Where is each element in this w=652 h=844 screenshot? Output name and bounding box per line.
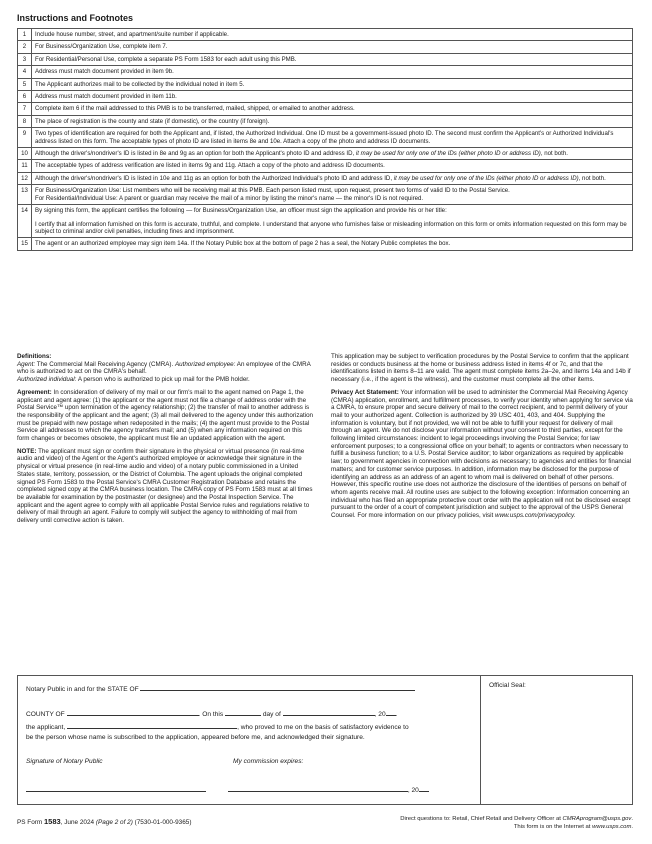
footnote-row bbox=[18, 103, 633, 115]
questions-end: . bbox=[631, 816, 633, 822]
footnote-text-main: Although the driver's/nondriver's ID is listed in 10e and 11g as an option for both the Authorized Individual's photo ID and address ID, bbox=[35, 174, 394, 182]
footnote-text bbox=[32, 185, 633, 205]
authorized-individual-text: A person who is authorized to pick up mail for the PMB holder. bbox=[76, 376, 250, 384]
page-info: (Page 2 of 2) bbox=[95, 819, 133, 826]
state-label: Notary Public in and for the STATE OF bbox=[26, 686, 139, 693]
footnote-row bbox=[18, 128, 633, 148]
footnote-text bbox=[32, 148, 633, 160]
footnote-text bbox=[32, 172, 633, 184]
notary-signature-line bbox=[26, 784, 429, 794]
commission-year-field[interactable] bbox=[419, 784, 429, 792]
footnote-number: 15 bbox=[18, 238, 32, 250]
footnote-row bbox=[18, 78, 633, 90]
footnote-number: 6 bbox=[18, 91, 32, 103]
applicant-name-field[interactable] bbox=[67, 721, 237, 729]
footnote-number: 13 bbox=[18, 185, 32, 205]
footnote-number: 2 bbox=[18, 41, 32, 53]
footnote-number: 12 bbox=[18, 172, 32, 184]
notary-applicant-line bbox=[26, 721, 409, 731]
footnote-text bbox=[32, 238, 633, 250]
form-id bbox=[17, 817, 191, 826]
notary-box bbox=[17, 675, 633, 805]
left-column bbox=[17, 353, 316, 530]
applicant-label: the applicant, bbox=[26, 724, 66, 731]
definitions-title: Definitions: bbox=[17, 353, 52, 360]
official-seal-label: Official Seal: bbox=[489, 682, 526, 689]
footnote-text bbox=[32, 53, 633, 65]
footnote-row bbox=[18, 41, 633, 53]
day-of-label: day of bbox=[262, 711, 281, 718]
note-label: NOTE: bbox=[17, 447, 37, 455]
who-proved-text: , who proved to me on the basis of satisfactory evidence to bbox=[237, 724, 409, 731]
footnote-text-main: For Business/Organization Use, complete item 7. bbox=[35, 43, 168, 51]
form-date: , June 2024 bbox=[60, 819, 96, 826]
footnote-text bbox=[32, 78, 633, 90]
agent-text: The Commercial Mail Receiving Agency (CMRA). bbox=[35, 360, 175, 368]
footnotes-table bbox=[17, 28, 633, 251]
footnote-text-main: Address must match document provided in item 9b. bbox=[35, 68, 174, 76]
footnote-text-main: Although the driver's/nondriver's ID is listed in 8e and 9g as an option for both the Applicant's photo ID and address ID, bbox=[35, 150, 356, 158]
footnote-number: 10 bbox=[18, 148, 32, 160]
questions-email[interactable]: CMRAprogram@usps.gov bbox=[562, 816, 632, 822]
footnote-text-main: The place of registration is the county and state (if domestic), or the country (if foreign). bbox=[35, 117, 270, 125]
notary-county-line bbox=[26, 708, 397, 718]
footnote-text-main: For Residential/Personal Use, complete a separate PS Form 1583 for each adult using this PMB. bbox=[35, 55, 297, 63]
day-number-field[interactable] bbox=[225, 708, 261, 716]
footnote-text bbox=[32, 91, 633, 103]
agent-label: Agent: bbox=[17, 360, 36, 368]
footnote-number: 5 bbox=[18, 78, 32, 90]
internet-end: . bbox=[631, 824, 633, 830]
notary-signature-label: Signature of Notary Public bbox=[26, 758, 103, 765]
footnote-text-tail: , not both. bbox=[540, 150, 568, 158]
footnote-row bbox=[18, 115, 633, 127]
footnote-number: 3 bbox=[18, 53, 32, 65]
internet-prefix: This form is on the Internet at bbox=[513, 824, 593, 830]
footnote-number: 11 bbox=[18, 160, 32, 172]
page-title: Instructions and Footnotes bbox=[17, 13, 133, 23]
notary-acknowledge-line: be the person whose name is subscribed to the application, appeared before me, and acknowledged their signature. bbox=[26, 734, 365, 741]
footnote-text-main: The agent or an authorized employee may sign item 14a. If the Notary Public box at the bottom of page 2 has a seal, the Notary Public completes the box. bbox=[35, 240, 451, 248]
authorized-employee-text: An employee of the CMRA who is authorized to act on the CMRA's behalf. bbox=[17, 360, 311, 376]
footnote-text-main: Include house number, street, and apartment/suite number if applicable. bbox=[35, 31, 229, 38]
month-field[interactable] bbox=[283, 708, 375, 716]
footnote-row bbox=[18, 238, 633, 250]
right-column bbox=[331, 353, 633, 525]
commission-expires-label: My commission expires: bbox=[233, 758, 304, 765]
footnote-text-secondary: I certify that all information furnished on this form is accurate, truthful, and complete. I understand that anyone who furnishes false or misleading information on this form or omits information requested on this form may be subject to criminal and/or civil penalties, including fines and imprisonment. bbox=[35, 220, 627, 235]
footnote-text-main: Complete item 6 if the mail addressed to this PMB is to be transferred, mailed, shipped, or emailed to another address. bbox=[35, 105, 355, 113]
footnote-row bbox=[18, 148, 633, 160]
footnote-row bbox=[18, 160, 633, 172]
footnote-number: 7 bbox=[18, 103, 32, 115]
footnote-row bbox=[18, 172, 633, 184]
instructions-section bbox=[17, 12, 633, 251]
commission-year-prefix: , 20 bbox=[407, 787, 419, 794]
verification-paragraph: This application may be subject to verification procedures by the Postal Service to confirm that the applicant resides or conducts business at the home or business address listed in items 4f or 7c, and that the identifications listed in items 8–11 are valid. The agent must complete items 2a–2e, and items 14a and 14b if necessary (i.e., if the agent is the witness), and the customer must complete all the other items. bbox=[331, 353, 631, 384]
footnote-text bbox=[32, 160, 633, 172]
footnote-text-main: For Business/Organization Use: List members who will be receiving mail at this PMB. Each person listed must, upon request, present two forms of valid ID to the Postal Service. bbox=[35, 187, 510, 195]
agreement-text: In consideration of delivery of my mail or our firm's mail to the agent named on Page 1, the applicant and agent agree: (1) the applicant or the agent must not file a change of address order with the Postal Service™ upon termination of the agency relationship; (2) the transfer of mail to another address is the responsibility of the applicant and the agent; (3) all mail delivered to the agency under this authorization must be prepaid with new postage when redeposited in the mails; (4) the agent must provide to the Postal Service all addresses to which the agency transfers mail; and (5) when any information required on this form changes or becomes obsolete, the applicant must file an updated application with the agent. bbox=[17, 388, 314, 443]
footnote-number: 4 bbox=[18, 66, 32, 78]
footnote-text bbox=[32, 128, 633, 148]
footnote-text bbox=[32, 103, 633, 115]
form-number: 1583 bbox=[44, 817, 61, 826]
notary-state-line bbox=[26, 683, 415, 693]
footnote-row bbox=[18, 29, 633, 41]
footnote-text-main: By signing this form, the applicant certifies the following — for Business/Organization Use, an officer must sign the application and provide his or her title: bbox=[35, 207, 447, 215]
footnote-text bbox=[32, 205, 633, 238]
privacy-link[interactable]: www.usps.com/privacypolicy. bbox=[494, 512, 576, 520]
footnote-row bbox=[18, 53, 633, 65]
year-field[interactable] bbox=[386, 708, 396, 716]
footnote-text bbox=[32, 115, 633, 127]
footnote-row bbox=[18, 91, 633, 103]
footnote-text-tail: , not both. bbox=[578, 174, 606, 182]
notary-signature-field[interactable] bbox=[26, 784, 206, 792]
footnote-text-italic: it may be used for only one of the IDs (either photo ID or address ID) bbox=[355, 150, 541, 158]
internet-url[interactable]: www.usps.com bbox=[592, 824, 632, 830]
questions-prefix: Direct questions to: Retail, Chief Retail and Delivery Officer at bbox=[400, 816, 563, 822]
footnote-row bbox=[18, 185, 633, 205]
footnote-text bbox=[32, 29, 633, 41]
privacy-text: Your information will be used to administer the Commercial Mail Receiving Agency (CMRA) application, enrollment, and fulfillment processes, to verify your identity when applying for service via a CMRA, to ensure proper and secure delivery of mail to the correct recipient, and to permit delivery of your mail to your authorized agent. Collection is authorized by 39 USC 401, 403, and 404. Supplying the information is voluntary, but if not provided, we will not be able to fulfill your request for delivery of mail through an agent. We do not disclose your information without your consent to third parties, except for the following limited circumstances: incident to legal proceedings involving the Postal Service; for law enforcement purposes; to a congressional office on your behalf; to agents or contractors when necessary to fulfill a business function; to a U.S. Postal Service auditor; to labor organizations as required by applicable law; to government agencies in connection with decisions as necessary; to agencies and entities for financial matters; and for customer service purposes. In addition, information may be disclosed for the purpose of identifying an address as an address of an agent to whom mail is delivered on behalf of other persons. However, this specific routine use does not authorize the disclosure of the identities of persons on behalf of whom agents receive mail. All routine uses are subject to the following exception: Information concerning an individual who has filed an appropriate protective court order with the application will not be disclosed except pursuant to the order of a court of competent jurisdiction and subject to the approval of the USPS General Counsel. For more information on our privacy policies, visit bbox=[331, 388, 633, 520]
footer-contact bbox=[400, 815, 633, 831]
period-label: . bbox=[395, 711, 398, 718]
note-text: The applicant must sign or confirm their signature in the physical or virtual presence (in real-time audio and video) of the Agent or the Agent's authorized employee or acknowledge their signature in the physical or virtual presence (in real-time audio and video) of a notary public commissioned in a United States state, territory, possession, or the District of Columbia. The agent uploads the original completed signed PS Form 1583 to the Postal Service's CMRA Customer Registration Database and retains the completed signed copy at the CMRA business location. The CMRA copy of PS Form 1583 must at all times be available for examination by the postmaster (or designee) and the Postal Inspection Service. The applicant and the agent agree to comply with all applicable Postal Service rules and regulations relative to delivery of mail through an agent. Failure to comply will subject the agency to withholding of mail from delivery until corrective action is taken. bbox=[17, 447, 313, 525]
notary-main bbox=[18, 676, 481, 804]
authorized-individual-label: Authorized individual: bbox=[17, 376, 77, 384]
footnote-text-main: The acceptable types of address verification are listed in items 9g and 11g. Attach a copy of the photo and address ID documents. bbox=[35, 162, 385, 170]
footnote-text-main: The Applicant authorizes mail to be collected by the individual noted in item 5. bbox=[35, 80, 245, 88]
definitions-paragraph bbox=[17, 353, 316, 384]
year-prefix-label: , 20 bbox=[374, 711, 386, 718]
authorized-employee-label: Authorized employee: bbox=[174, 360, 236, 368]
commission-date-field[interactable] bbox=[228, 784, 408, 792]
footnote-text bbox=[32, 41, 633, 53]
footnote-row bbox=[18, 205, 633, 238]
county-label: COUNTY OF bbox=[26, 711, 65, 718]
agreement-paragraph bbox=[17, 389, 316, 443]
note-paragraph bbox=[17, 448, 316, 525]
state-field[interactable] bbox=[140, 683, 415, 691]
footnote-text bbox=[32, 66, 633, 78]
footnote-number: 9 bbox=[18, 128, 32, 148]
form-prefix: PS Form bbox=[17, 819, 44, 826]
on-this-label: . On this bbox=[198, 711, 224, 718]
footnote-number: 1 bbox=[18, 29, 32, 41]
agreement-label: Agreement: bbox=[17, 388, 52, 396]
footnote-text-italic: it may be used for only one of the IDs (either photo ID or address ID) bbox=[393, 174, 579, 182]
footnote-row bbox=[18, 66, 633, 78]
footnote-text-secondary: For Residential/Individual Use: A parent or guardian may receive the mail of a minor by listing the minor's name — the minor's ID is not required. bbox=[35, 194, 424, 202]
county-field[interactable] bbox=[67, 708, 199, 716]
footnote-number: 14 bbox=[18, 205, 32, 238]
privacy-label: Privacy Act Statement: bbox=[331, 388, 399, 396]
footnote-text-main: Two types of identification are required for both the Applicant and, if listed, the Authorized Individual. One ID must be a government-issued photo ID. The second must confirm the Applicant's or Authorized Individual's address listed on this form. The acceptable types of photo ID are listed in items 8e and 10e. Attach a copy of the photo and address ID documents. bbox=[35, 130, 614, 145]
footnote-number: 8 bbox=[18, 115, 32, 127]
form-code: (7530-01-000-9365) bbox=[132, 819, 192, 826]
footnote-text-main: Address must match document provided in item 11b. bbox=[35, 93, 177, 101]
privacy-paragraph bbox=[331, 389, 633, 520]
